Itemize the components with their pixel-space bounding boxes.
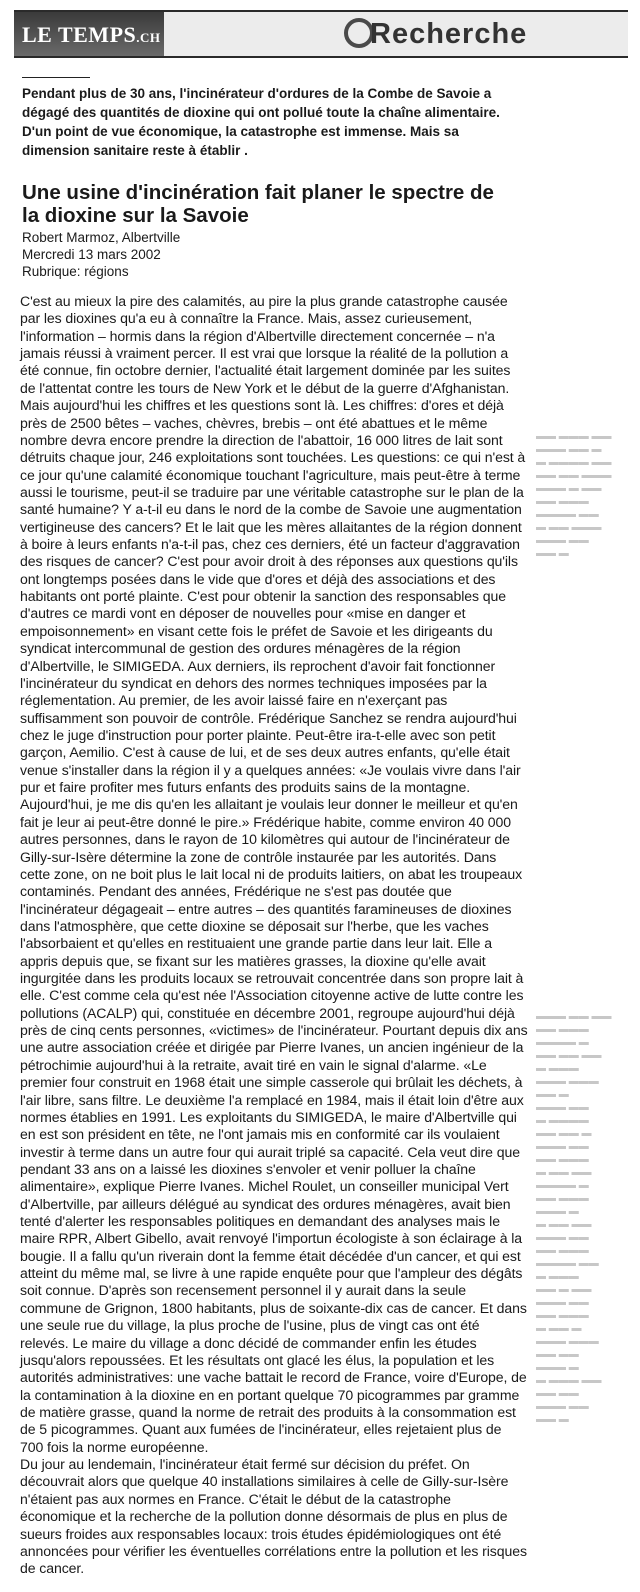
article-rubrique: Rubrique: régions (22, 264, 129, 279)
show-through-texture: ▬▬ ▬▬▬ ▬▬ ▬▬▬ ▬▬ ▬ ▬ ▬▬▬▬ ▬▬ ▬▬ ▬▬ ▬▬▬ ▬▬▬ ▬ ▬▬ ▬▬ ▬▬▬ ▬▬▬▬ ▬▬ ▬ ▬▬ ▬▬▬ ▬▬▬ ▬▬ ▬▬ ▬ (536, 431, 612, 559)
article-author: Robert Marmoz, Albertville (22, 230, 181, 245)
logo-suffix: .CH (136, 30, 161, 45)
show-through-texture: ▬▬▬ ▬▬ ▬▬ ▬▬ ▬▬▬ ▬▬▬▬ ▬ ▬▬ ▬▬ ▬▬ ▬ ▬▬▬ ▬▬▬ ▬▬▬ ▬▬ ▬ ▬▬▬ ▬▬ ▬ ▬▬▬▬ ▬▬ ▬▬ ▬ ▬▬▬ ▬▬ ▬▬ ▬▬▬ ▬ ▬▬ ▬▬ ▬▬▬▬ ▬ ▬▬ ▬▬▬ ▬▬▬ ▬ ▬ ▬▬ ▬▬ ▬▬▬ ▬▬ ▬▬ ▬▬▬ ▬▬▬▬ ▬▬ ▬ ▬▬▬ ▬▬ ▬ ▬▬ ▬▬▬ ▬▬ ▬▬ ▬▬▬ ▬ ▬▬ ▬ ▬▬▬ ▬▬▬ ▬▬ ▬▬ ▬▬▬ ▬ ▬ ▬▬▬ ▬▬ ▬▬ ▬▬ ▬▬▬ ▬▬ ▬▬ ▬ (536, 1011, 612, 1425)
article-paragraph: Du jour au lendemain, l'incinérateur était fermé sur décision du préfet. On découvrait alors que quelque 40 installations similaires à celle de Gilly-sur-Isère n'étaient pas aux normes en France. C'était le début de la catastrophe économique et la recherche de la pollution donne désormais de plus en plus de sueurs froides aux responsables locaux: trois études épidémiologiques ont été annoncées pour vérifier les éventuelles corrélations entre la pollution et les risques de cancer. (20, 1456, 527, 1577)
article-paragraph: C'est au mieux la pire des calamités, au pire la plus grande catastrophe causée par les dioxines qu'a eu à connaître la France. Mais, assez curieusement, l'information – hormis dans la région d'Albertville directement concernée – n'a jamais réussi à vraiment percer. Il est vrai que lorsque la réalité de la pollution a été connue, fin octobre dernier, l'actualité était largement dominée par les suites de l'attentat contre les tours de New York et le début de la guerre d'Afghanistan. Mais aujourd'hui les chiffres et les questions sont là. Les chiffres: d'ores et déjà près de 2500 bêtes – vaches, chèvres, brebis – ont été abattues et le même nombre devra encore prendre la direction de l'abattoir, 16 000 litres de lait sont détruits chaque jour, 246 exploitations sont touchées. Les questions: ce qui n'est à ce jour qu'une calamité économique touchant l'agriculture, mais peut-être à terme aussi le tourisme, peut-il se traduire par une véritable catastrophe sur le plan de la santé humaine? Y a-t-il eu dans le nord de la combe de Savoie une augmentation vertigineuse des cancers? Et le lait que les mères allaitantes de la région donnent à boire à leurs enfants n'a-t-il pas, chez ces derniers, été un facteur d'aggravation des risques de cancer? C'est pour avoir droit à des réponses aux questions qu'ils ont longtemps posées dans le vide que d'ores et déjà des associations et des habitants ont porté plainte. C'est pour obtenir la sanction des responsables que d'autres ce mardi vont en déposer de nouvelles pour «mise en danger et empoisonnement» en visant cette fois le préfet de Savoie et les dirigeants du syndicat intercommunal de gestion des ordures ménagères de la région d'Albertville, le SIMIGEDA. Aux derniers, ils reprochent d'avoir fait fonctionner l'incinérateur du syndicat en dehors des normes techniques imposées par la réglementation. Au premier, de les avoir laissé faire en n'exerçant pas suffisamment son pouvoir de contrôle. Frédérique Sanchez se rendra aujourd'hui chez le juge d'instruction pour porter plainte. Peut-être ira-t-elle avec son petit garçon, Aemilio. C'est à cause de lui, et de ses deux autres enfants, qu'elle était venue s'installer dans la région il y a quelques années: «Je voulais vivre dans l'air pur et faire profiter mes futurs enfants des produits sains de la montagne. Aujourd'hui, je me dis qu'en les allaitant je voulais leur donner le meilleur et qu'en fait je leur ai peut-être donné le pire.» Frédérique habite, comme environ 40 000 autres personnes, dans le rayon de 10 kilomètres qui autour de l'incinérateur de Gilly-sur-Isère détermine la zone de contrôle instaurée par les autorités. Dans cette zone, on ne boit plus le lait local ni de produits laitiers, on abat les troupeaux contaminés. Pendant des années, Frédérique ne s'est pas doutée que l'incinérateur dégageait – entre autres – des quantités faramineuses de dioxines dans l'atmosphère, que cette dioxine se déposait sur l'herbe, que les vaches l'absorbaient et qu'elles en restituaient une grande partie dans leur lait. Elle a appris depuis que, se fixant sur les matières grasses, la dioxine qu'elle avait ingurgitée dans les produits locaux se retrouvait concentrée dans son propre lait à elle. C'est comme cela qu'est née l'Association citoyenne active de lutte contre les pollutions (ACALP) qui, constituée en décembre 2001, regroupe aujourd'hui déjà près de cinq cents personnes, «victimes» de l'incinérateur. Pourtant depuis dix ans une autre association créée et dirigée par Pierre Ivanes, un ancien ingénieur de la pétrochimie aujourd'hui à la retraite, avait tiré en vain le signal d'alarme. «Le premier four construit en 1968 était une simple casserole qui brûlait les déchets, à l'air libre, sans filtre. Le deuxième l'a remplacé en 1984, mais il était loin d'être aux normes établies en 1991. Les exploitants du SIMIGEDA, le maire d'Albertville qui en est son président en tête, ne l'ont jamais mis en conformité car ils voulaient investir à terme dans un autre four qui aurait triplé sa capacité. Cela veut dire que pendant 33 ans on a laissé les dioxines s'envoler et venir polluer la chaîne alimentaire», explique Pierre Ivanes. Michel Roulet, un conseiller municipal Vert d'Albertville, par ailleurs délégué au syndicat des ordures ménagères, avait bien tenté d'alerter les responsables politiques en demandant des analyses mais le maire RPR, Albert Gibello, avait renvoyé l'importun écologiste à son éclairage à la bougie. Il a fallu qu'un riverain dont la femme était décédée d'un cancer, et qui est atteint du même mal, se livre à une rapide enquête pour que l'ampleur des dégâts soit connue. D'après son recensement personnel il y aurait dans la seule commune de Grignon, 1800 habitants, plus de soixante-dix cas de cancer. Et dans une seule rue du village, la plus proche de l'usine, plus de vingt cas ont été relevés. Le maire du village a donc décidé de commander enfin les études jusqu'alors repoussées. Et les résultats ont glacé les élus, la population et les autorités administratives: une vache battait le record de France, voire d'Europe, de la contamination à la dioxine en en portant quelque 70 picogrammes par gramme de matière grasse, quand la norme de retrait des produits à la consommation est de 5 picogrammes. Quant aux fumées de l'incinérateur, elles rejetaient plus de 700 fois la norme européenne. (20, 293, 528, 1455)
logo (22, 22, 161, 48)
masthead (14, 10, 628, 58)
article-body (20, 293, 528, 1578)
lead-divider (22, 77, 90, 78)
logo-text: LE TEMPS (22, 22, 137, 47)
byline (22, 229, 322, 280)
section-title: Recherche (370, 18, 528, 50)
lead-paragraph: Pendant plus de 30 ans, l'incinérateur d'ordures de la Combe de Savoie a dégagé des quantités de dioxine qui ont pollué toute la chaîne alimentaire. D'un point de vue économique, la catastrophe est immense. Mais sa dimension sanitaire reste à établir . (22, 86, 500, 158)
article-date: Mercredi 13 mars 2002 (22, 247, 161, 262)
article-title: Une usine d'incinération fait planer le spectre de la dioxine sur la Savoie (22, 181, 494, 227)
